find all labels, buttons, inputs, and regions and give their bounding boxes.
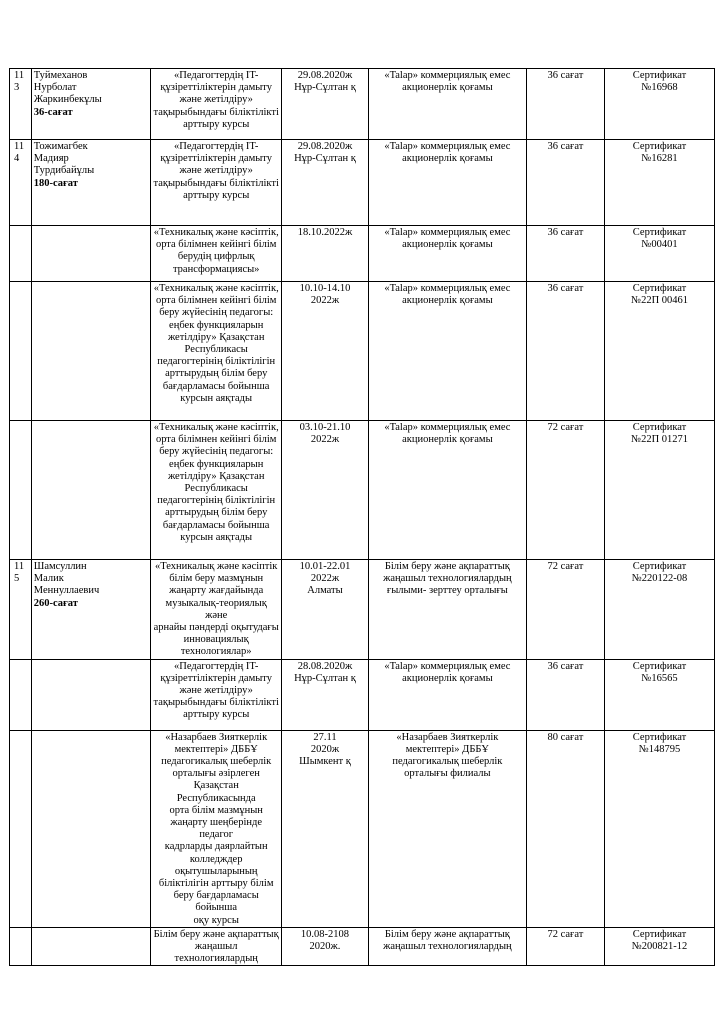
course-organization: Білім беру және ақпараттық жаңашыл технологиялардың ғылыми- зерттеу орталығы bbox=[369, 560, 527, 660]
row-number: 11 3 bbox=[10, 69, 32, 140]
course-hours: 36 сағат bbox=[526, 69, 604, 140]
teacher-cell bbox=[31, 282, 151, 421]
total-hours: 180-сағат bbox=[33, 177, 78, 189]
table-row bbox=[10, 927, 715, 966]
course-organization: «Talap» коммерциялық емес акционерлік қоғамы bbox=[369, 421, 527, 560]
course-organization: «Talap» коммерциялық емес акционерлік қоғамы bbox=[369, 69, 527, 140]
course-hours: 80 сағат bbox=[526, 730, 604, 927]
course-title: Білім беру және ақпараттық жаңашыл технологиялардың bbox=[151, 927, 282, 966]
row-number bbox=[10, 226, 32, 282]
certificate-number: Сертификат №16281 bbox=[605, 140, 715, 226]
course-hours: 36 сағат bbox=[526, 226, 604, 282]
course-hours: 36 сағат bbox=[526, 659, 604, 730]
course-hours: 72 сағат bbox=[526, 421, 604, 560]
table-row bbox=[10, 282, 715, 421]
teacher-cell bbox=[31, 730, 151, 927]
course-date: 28.08.2020ж Нұр-Сұлтан қ bbox=[281, 659, 368, 730]
certificate-number: Сертификат №200821-12 bbox=[605, 927, 715, 966]
certificate-number: Сертификат №220122-08 bbox=[605, 560, 715, 660]
course-title: «Техникалық және кәсіптік, орта білімнен кейінгі білім беру жүйесінің педагогы: еңбек функцияларын жетілдіру» Қазақстан Республикасы педагогтерінің біліктілігін арттырудың білім беру бағдарламасы бойынша курсын аяқтады bbox=[151, 282, 282, 421]
course-organization: «Talap» коммерциялық емес акционерлік қоғамы bbox=[369, 140, 527, 226]
course-title: «Педагогтердің IT- құзіреттіліктерін дамыту және жетілдіру» тақырыбындағы біліктілікті арттыру курсы bbox=[151, 69, 282, 140]
course-organization: «Назарбаев Зияткерлік мектептері» ДББҰ педагогикалық шеберлік орталығы филиалы bbox=[369, 730, 527, 927]
teacher-cell bbox=[31, 659, 151, 730]
table-row bbox=[10, 226, 715, 282]
course-date: 03.10-21.10 2022ж bbox=[281, 421, 368, 560]
course-hours: 72 сағат bbox=[526, 560, 604, 660]
teacher-cell bbox=[31, 69, 151, 140]
teacher-cell bbox=[31, 421, 151, 560]
certificate-number: Сертификат №16565 bbox=[605, 659, 715, 730]
course-title: «Педагогтердің IT- құзіреттіліктерін дамыту және жетілдіру» тақырыбындағы біліктілікті арттыру курсы bbox=[151, 659, 282, 730]
course-title: «Педагогтердің IT- құзіреттіліктерін дамыту және жетілдіру» тақырыбындағы біліктілікті арттыру курсы bbox=[151, 140, 282, 226]
row-number bbox=[10, 282, 32, 421]
table-row bbox=[10, 69, 715, 140]
course-hours: 36 сағат bbox=[526, 140, 604, 226]
teacher-cell bbox=[31, 560, 151, 660]
row-number: 11 4 bbox=[10, 140, 32, 226]
table-row bbox=[10, 560, 715, 660]
course-hours: 72 сағат bbox=[526, 927, 604, 966]
courses-table bbox=[9, 68, 715, 966]
course-organization: Білім беру және ақпараттық жаңашыл технологиялардың bbox=[369, 927, 527, 966]
course-title: «Техникалық және кәсіптік білім беру мазмұнын жаңарту жағдайында музыкалық-теориялық және арнайы пәндерді оқытудағы инновациялық технологиялар» bbox=[151, 560, 282, 660]
course-title: «Назарбаев Зияткерлік мектептері» ДББҰ педагогикалық шеберлік орталығы әзірлеген Қазақстан Республикасында орта білім мазмұнын жаңарту шеңберінде педагог кадрларды даярлайтын колледждер оқытушыларының біліктілігін арттыру білім беру бағдарламасы бойынша оқу курсы bbox=[151, 730, 282, 927]
course-title: «Техникалық және кәсіптік, орта білімнен кейінгі білім беру жүйесінің педагогы: еңбек функцияларын жетілдіру» Қазақстан Республикасы педагогтерінің біліктілігін арттырудың білім беру бағдарламасы бойынша курсын аяқтады bbox=[151, 421, 282, 560]
table-row bbox=[10, 730, 715, 927]
course-title: «Техникалық және кәсіптік, орта білімнен кейінгі білім берудің цифрлық трансформациясы» bbox=[151, 226, 282, 282]
teacher-name: Шамсуллин Малик Меннуллаевич bbox=[33, 561, 100, 597]
teacher-cell bbox=[31, 927, 151, 966]
table-row bbox=[10, 140, 715, 226]
certificate-number: Сертификат №22П 01271 bbox=[605, 421, 715, 560]
total-hours: 36-сағат bbox=[33, 106, 73, 118]
row-number bbox=[10, 421, 32, 560]
courses-table-body bbox=[10, 69, 715, 966]
course-date: 18.10.2022ж bbox=[281, 226, 368, 282]
row-number bbox=[10, 730, 32, 927]
course-date: 29.08.2020ж Нұр-Сұлтан қ bbox=[281, 69, 368, 140]
teacher-cell bbox=[31, 140, 151, 226]
table-row bbox=[10, 659, 715, 730]
total-hours: 260-сағат bbox=[33, 597, 78, 609]
course-organization: «Talap» коммерциялық емес акционерлік қоғамы bbox=[369, 226, 527, 282]
course-date: 10.08-2108 2020ж. bbox=[281, 927, 368, 966]
course-date: 10.01-22.01 2022ж Алматы bbox=[281, 560, 368, 660]
course-date: 29.08.2020ж Нұр-Сұлтан қ bbox=[281, 140, 368, 226]
certificate-number: Сертификат №148795 bbox=[605, 730, 715, 927]
teacher-name: Туймеханов Нурболат Жаркинбекұлы bbox=[33, 70, 102, 106]
teacher-name: Тожимагбек Мадияр Турдибайұлы bbox=[33, 141, 95, 177]
certificate-number: Сертификат №16968 bbox=[605, 69, 715, 140]
course-hours: 36 сағат bbox=[526, 282, 604, 421]
row-number bbox=[10, 659, 32, 730]
table-row bbox=[10, 421, 715, 560]
row-number: 11 5 bbox=[10, 560, 32, 660]
course-date: 10.10-14.10 2022ж bbox=[281, 282, 368, 421]
row-number bbox=[10, 927, 32, 966]
course-organization: «Talap» коммерциялық емес акционерлік қоғамы bbox=[369, 282, 527, 421]
course-date: 27.11 2020ж Шымкент қ bbox=[281, 730, 368, 927]
certificate-number: Сертификат №00401 bbox=[605, 226, 715, 282]
teacher-cell bbox=[31, 226, 151, 282]
certificate-number: Сертификат №22П 00461 bbox=[605, 282, 715, 421]
course-organization: «Talap» коммерциялық емес акционерлік қоғамы bbox=[369, 659, 527, 730]
